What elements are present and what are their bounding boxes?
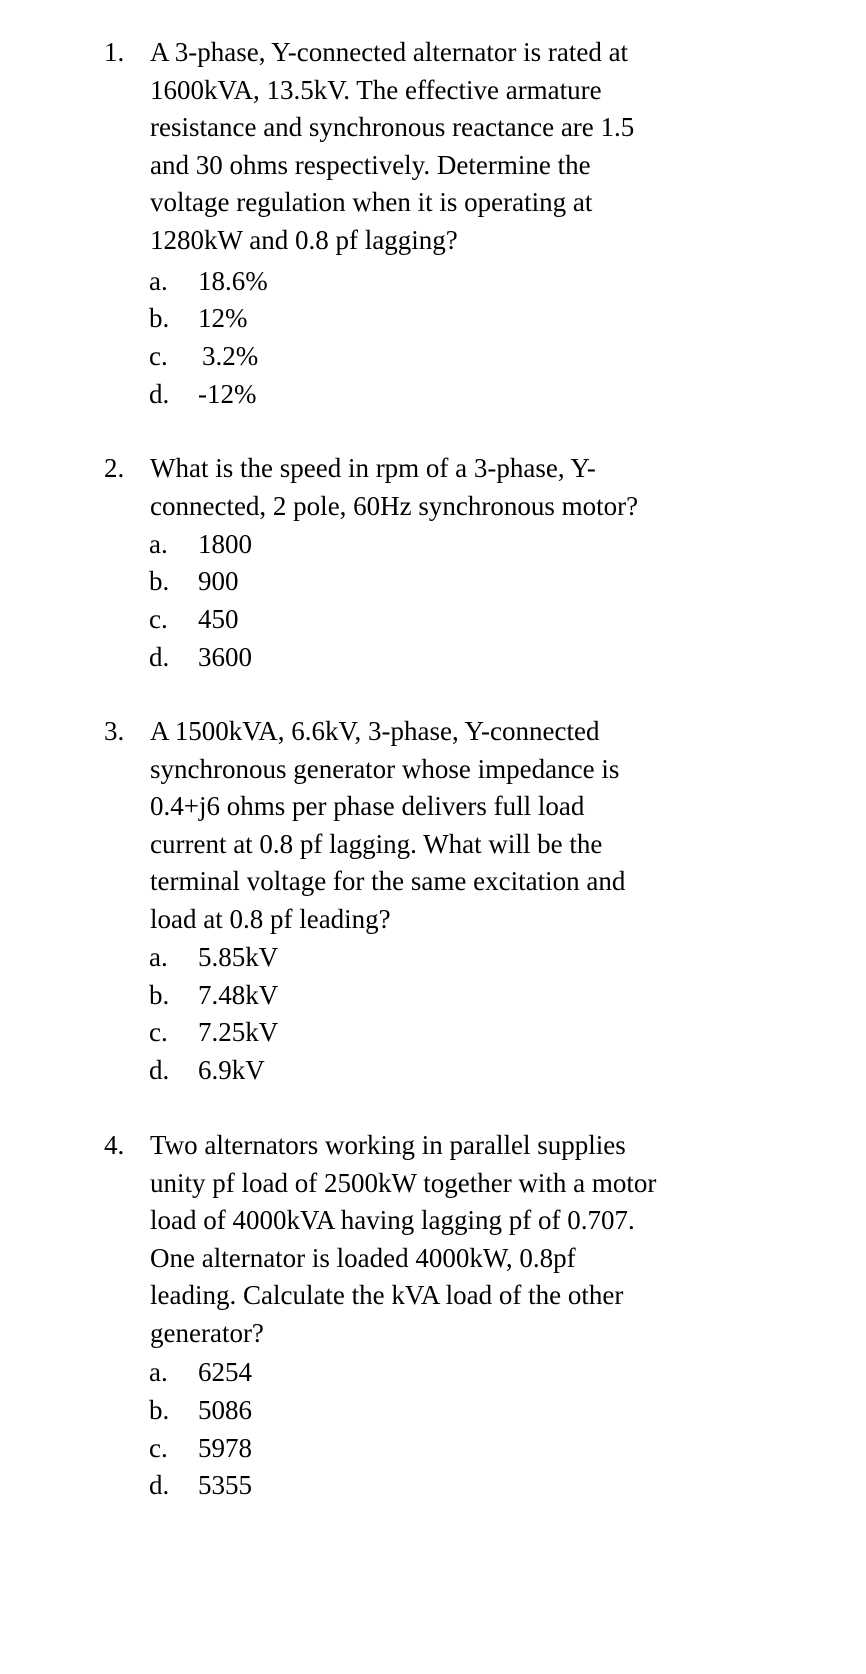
option-1d (0, 376, 866, 414)
question-line: A 3-phase, Y-connected alternator is rated at (150, 37, 629, 67)
question-line: One alternator is loaded 4000kW, 0.8pf (150, 1242, 576, 1273)
question-text (150, 1127, 730, 1352)
question-line: load at 0.8 pf leading? (150, 903, 391, 934)
option-3a (0, 939, 866, 977)
question-line: synchronous generator whose impedance is (150, 753, 620, 784)
option-4c (0, 1430, 866, 1468)
option-letter: c. (149, 1433, 168, 1463)
question-line: resistance and synchronous reactance are 1.5 (150, 112, 635, 142)
option-value: 5.85kV (198, 942, 279, 972)
option-value: 5086 (198, 1395, 252, 1425)
option-value: 5355 (198, 1470, 252, 1500)
option-value: 7.25kV (198, 1017, 279, 1047)
option-2d (0, 639, 866, 677)
option-value: 12% (198, 303, 248, 333)
option-letter: d. (149, 1055, 170, 1085)
option-4b (0, 1392, 866, 1430)
option-value: 5978 (198, 1433, 252, 1463)
option-letter: c. (149, 341, 168, 371)
option-letter: a. (149, 1357, 168, 1387)
question-number: 2. (104, 453, 125, 483)
option-letter: a. (149, 942, 168, 972)
option-3d (0, 1052, 866, 1090)
option-value: 3600 (198, 642, 252, 672)
option-letter: d. (149, 1470, 170, 1500)
question-line: load of 4000kVA having lagging pf of 0.707. (150, 1205, 635, 1235)
option-3c (0, 1014, 866, 1052)
option-letter: b. (149, 566, 170, 596)
option-2a (0, 526, 866, 564)
question-line: 1280kW and 0.8 pf lagging? (150, 224, 458, 255)
question-line: current at 0.8 pf lagging. What will be the (150, 828, 603, 859)
question-line: unity pf load of 2500kW together with a motor (150, 1167, 657, 1198)
question-line: terminal voltage for the same excitation and (150, 866, 626, 896)
option-letter: d. (149, 642, 170, 672)
option-2c (0, 601, 866, 639)
option-1c (0, 338, 866, 376)
option-letter: b. (149, 1395, 170, 1425)
option-value: 450 (198, 604, 239, 634)
question-line: voltage regulation when it is operating at (150, 187, 593, 217)
question-number: 3. (104, 716, 125, 746)
question-number: 4. (104, 1130, 125, 1160)
option-3b (0, 977, 866, 1015)
option-letter: a. (149, 266, 168, 296)
option-value: 3.2% (202, 341, 259, 371)
option-value: 6.9kV (198, 1055, 265, 1085)
question-number: 1. (104, 37, 125, 67)
question-line: 0.4+j6 ohms per phase delivers full load (150, 791, 585, 821)
option-value: -12% (198, 379, 257, 409)
option-4d (0, 1467, 866, 1505)
option-4a (0, 1354, 866, 1392)
question-line: A 1500kVA, 6.6kV, 3-phase, Y-connected (150, 716, 600, 746)
option-value: 18.6% (198, 266, 268, 296)
option-letter: a. (149, 529, 168, 559)
question-line: leading. Calculate the kVA load of the other (150, 1280, 624, 1310)
question-line: generator? (150, 1317, 264, 1348)
question-line: 1600kVA, 13.5kV. The effective armature (150, 74, 602, 105)
question-line: Two alternators working in parallel supplies (150, 1130, 626, 1160)
option-letter: b. (149, 980, 170, 1010)
option-letter: c. (149, 604, 168, 634)
option-letter: d. (149, 379, 170, 409)
question-text (150, 34, 730, 259)
option-value: 900 (198, 566, 239, 596)
option-1b (0, 300, 866, 338)
question-text (150, 713, 730, 938)
question-line: and 30 ohms respectively. Determine the (150, 149, 591, 180)
option-value: 1800 (198, 529, 252, 559)
option-value: 7.48kV (198, 980, 279, 1010)
option-value: 6254 (198, 1357, 252, 1387)
option-letter: b. (149, 303, 170, 333)
option-1a (0, 263, 866, 301)
question-line: What is the speed in rpm of a 3-phase, Y- (150, 453, 596, 483)
question-line: connected, 2 pole, 60Hz synchronous motor? (150, 490, 639, 521)
question-text (150, 450, 730, 525)
option-2b (0, 563, 866, 601)
option-letter: c. (149, 1017, 168, 1047)
